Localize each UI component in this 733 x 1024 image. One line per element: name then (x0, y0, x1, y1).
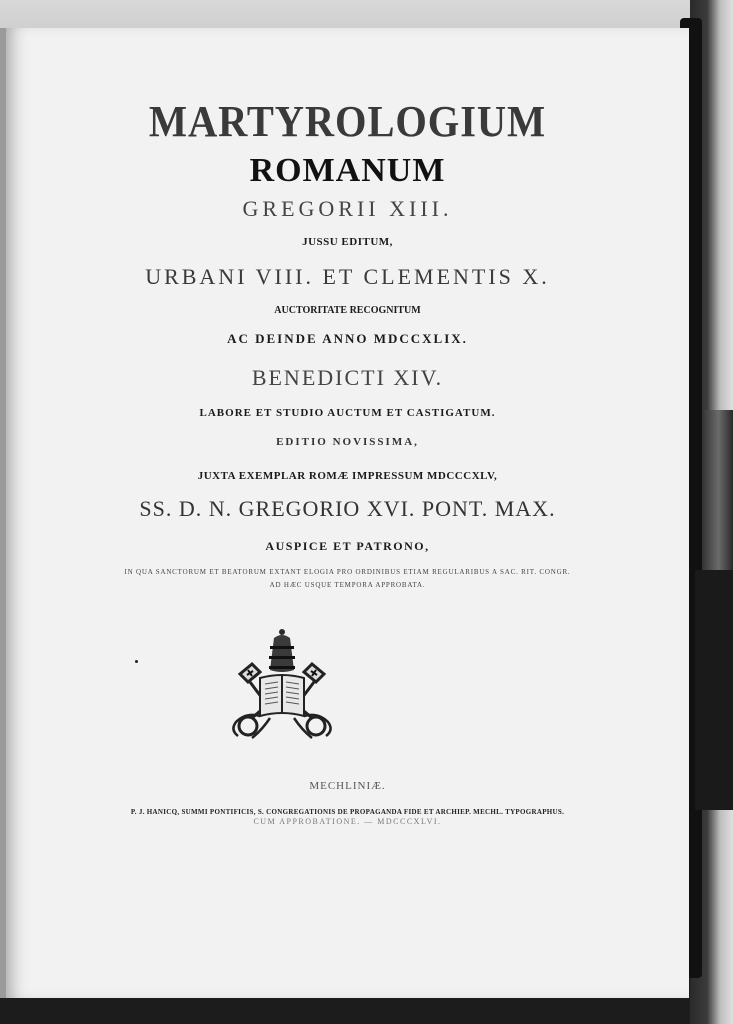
ink-speck (135, 660, 138, 663)
imprint-place: MECHLINIÆ. (309, 780, 386, 792)
title-line-12: SS. D. N. GREGORIO XVI. PONT. MAX. (139, 496, 556, 521)
background-top (0, 0, 733, 30)
imprint-printer: P. J. HANICQ, SUMMI PONTIFICIS, S. CONGREGATIONIS DE PROPAGANDA FIDE ET ARCHIEP. MECHL. TYPOGRAPHUS. (130, 808, 565, 816)
title-sub: ROMANUM (249, 152, 446, 189)
title-line-4: JUSSU EDITUM, (302, 236, 393, 248)
papal-emblem-icon (222, 626, 342, 748)
fine-print-1: IN QUA SANCTORUM ET BEATORUM EXTANT ELOGIA PRO ORDINIBUS ETIAM REGULARIBUS A SAC. RIT. CONGR. (124, 568, 571, 576)
edition-line: EDITIO NOVISSIMA, (276, 436, 419, 448)
title-line-7: AC DEINDE ANNO MDCCXLIX. (227, 331, 468, 346)
title-line-13: AUSPICE ET PATRONO, (265, 539, 430, 553)
title-main: MARTYROLOGIUM (148, 97, 547, 146)
title-line-6: AUCTORITATE RECOGNITUM (274, 305, 421, 316)
title-line-5: URBANI VIII. ET CLEMENTIS X. (145, 264, 550, 289)
bookmark-ribbon (695, 570, 733, 810)
title-page (6, 28, 689, 998)
imprint-approval: CUM APPROBATIONE. — MDCCCXLVI. (253, 817, 442, 826)
title-line-9: LABORE ET STUDIO AUCTUM ET CASTIGATUM. (199, 407, 496, 419)
fine-print-2: AD HÆC USQUE TEMPORA APPROBATA. (269, 581, 426, 589)
title-line-11: JUXTA EXEMPLAR ROMÆ IMPRESSUM MDCCCXLV, (197, 470, 498, 482)
title-line-8: BENEDICTI XIV. (251, 365, 444, 390)
title-line-3: GREGORII XIII. (242, 196, 453, 221)
